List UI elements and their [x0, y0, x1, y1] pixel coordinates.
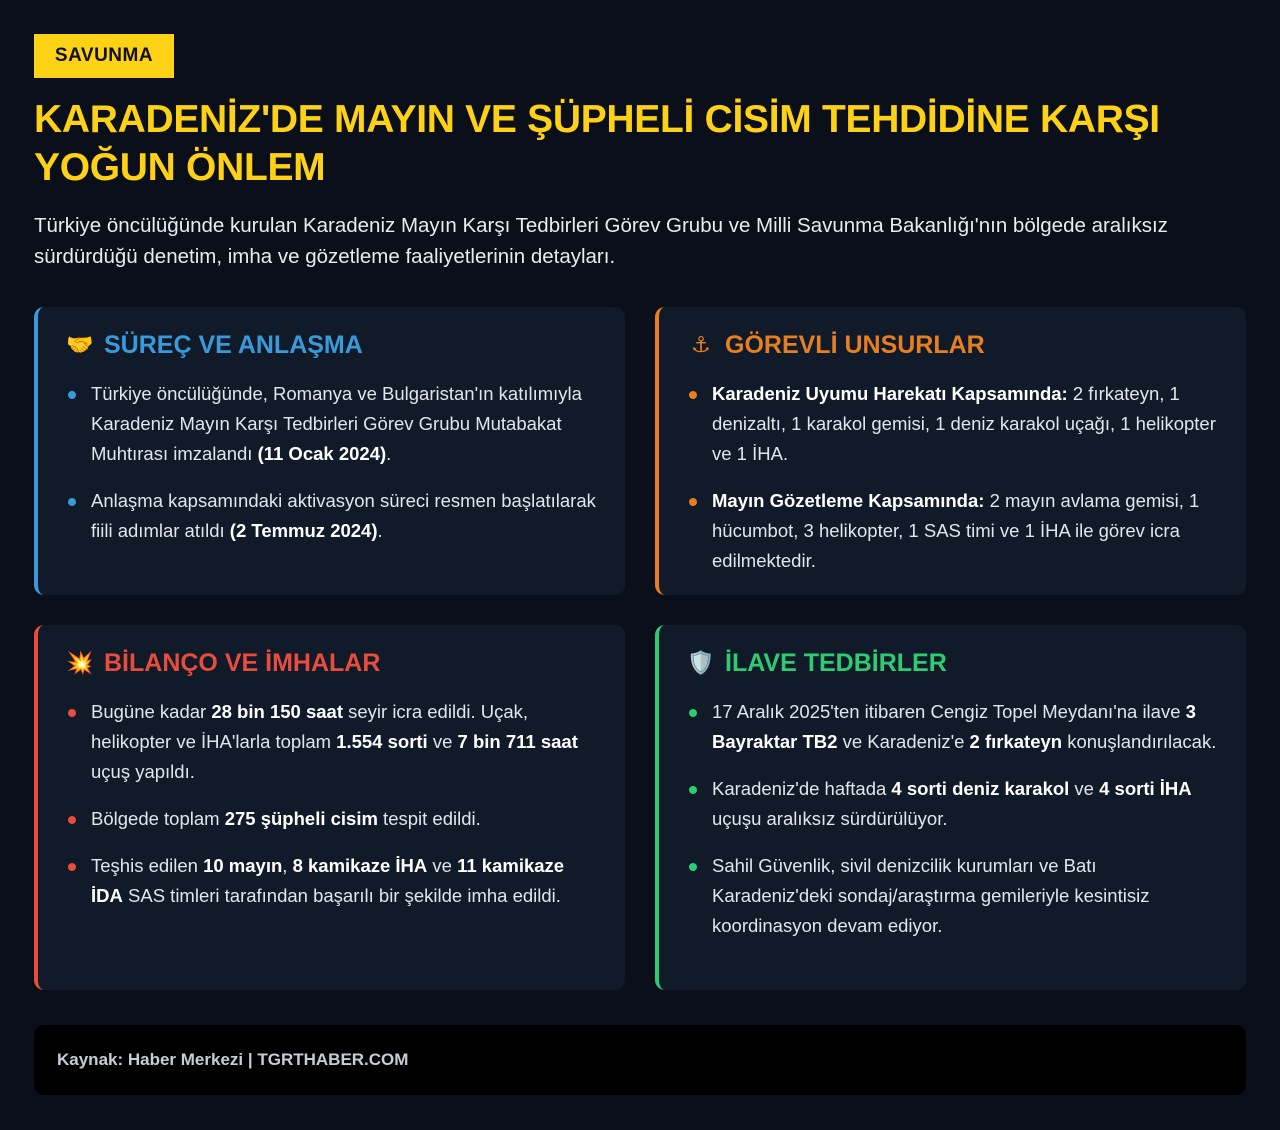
- card-title: BİLANÇO VE İMHALAR: [104, 648, 381, 677]
- list-item: [687, 774, 1218, 834]
- item-text: ve: [427, 731, 458, 752]
- source-footer: Kaynak: Haber Merkezi | TGRTHABER.COM: [34, 1025, 1246, 1095]
- item-text: Bölgede toplam: [91, 808, 225, 829]
- card-gorevli: [655, 307, 1246, 595]
- item-text: seyir icra edildi. Uçak, helikopter ve İHA'larla toplam: [91, 701, 529, 752]
- highlight-text: 4 sorti İHA: [1099, 778, 1192, 799]
- list-item: [687, 486, 1218, 576]
- item-text: Karadeniz'de haftada: [712, 778, 892, 799]
- item-text: tespit edildi.: [377, 808, 481, 829]
- anchor-icon: ⚓: [691, 332, 711, 357]
- item-text: Bugüne kadar: [91, 701, 212, 722]
- item-text: Sahil Güvenlik, sivil denizcilik kurumları ve Batı Karadeniz'deki sondaj/araştırma gemileriyle kesintisiz koordinasyon devam ediyor.: [712, 855, 1150, 936]
- item-text: konuşlandırılacak.: [1062, 731, 1217, 752]
- highlight-text: (2 Temmuz 2024): [229, 520, 378, 541]
- explosion-icon: 💥: [66, 650, 94, 675]
- highlight-text: 1.554 sorti: [336, 731, 428, 752]
- card-heading: [66, 329, 597, 361]
- highlight-text: 7 bin 711 saat: [457, 731, 578, 752]
- item-text: ve: [427, 855, 458, 876]
- card-heading: [687, 329, 1218, 361]
- item-text: 17 Aralık 2025'ten itibaren Cengiz Topel Meydanı'na ilave: [712, 701, 1186, 722]
- item-text: 2 fırkateyn, 1 denizaltı, 1 karakol gemisi, 1 deniz karakol uçağı, 1 helikopter ve 1 İHA.: [712, 383, 1216, 464]
- highlight-text: 11 kamikaze İDA: [91, 855, 565, 906]
- highlight-text: 2 fırkateyn: [969, 731, 1063, 752]
- page-title: KARADENİZ'DE MAYIN VE ŞÜPHELİ CİSİM TEHDİDİNE KARŞI YOĞUN ÖNLEM: [34, 98, 1160, 189]
- card-ilave: [655, 625, 1246, 990]
- list-item: [687, 379, 1218, 469]
- bullet-list: [687, 697, 1218, 941]
- card-heading: [66, 647, 597, 679]
- bullet-list: [66, 379, 597, 546]
- bullet-list: [66, 697, 597, 911]
- highlight-text: 8 kamikaze İHA: [292, 855, 428, 876]
- item-text: .: [377, 520, 383, 541]
- highlight-text: 28 bin 150 saat: [211, 701, 343, 722]
- list-item: [687, 697, 1218, 757]
- highlight-text: 3 Bayraktar TB2: [712, 701, 1196, 752]
- item-text: Anlaşma kapsamındaki aktivasyon süreci resmen başlatılarak fiili adımlar atıldı: [91, 490, 596, 541]
- highlight-text: 10 mayın: [203, 855, 283, 876]
- card-surec: [34, 307, 625, 595]
- bullet-list: [687, 379, 1218, 576]
- handshake-icon: 🤝: [66, 332, 94, 357]
- highlight-text: 275 şüpheli cisim: [224, 808, 378, 829]
- highlight-text: (11 Ocak 2024): [257, 443, 387, 464]
- item-text: ve Karadeniz'e: [837, 731, 970, 752]
- highlight-text: Mayın Gözetleme Kapsamında:: [712, 490, 985, 511]
- list-item: [66, 379, 597, 469]
- shield-icon: 🛡️: [687, 650, 715, 675]
- card-title: SÜREÇ VE ANLAŞMA: [104, 330, 363, 359]
- category-tag: SAVUNMA: [34, 34, 174, 78]
- item-text: uçuşu aralıksız sürdürülüyor.: [712, 808, 948, 829]
- page-description: Türkiye öncülüğünde kurulan Karadeniz Mayın Karşı Tedbirleri Görev Grubu ve Milli Savunma Bakanlığı'nın bölgede aralıksız sürdürdüğü denetim, imha ve gözetleme faaliyetlerinin detayları.: [34, 214, 1168, 268]
- card-heading: [687, 647, 1218, 679]
- list-item: [66, 697, 597, 787]
- list-item: [687, 851, 1218, 941]
- item-text: ve: [1069, 778, 1100, 799]
- card-title: İLAVE TEDBİRLER: [725, 648, 947, 677]
- list-item: [66, 851, 597, 911]
- card-bilanco: [34, 625, 625, 990]
- list-item: [66, 804, 597, 834]
- item-text: uçuş yapıldı.: [91, 761, 195, 782]
- item-text: SAS timleri tarafından başarılı bir şekilde imha edildi.: [122, 885, 561, 906]
- item-text: .: [386, 443, 392, 464]
- highlight-text: 4 sorti deniz karakol: [891, 778, 1070, 799]
- item-text: 2 mayın avlama gemisi, 1 hücumbot, 3 helikopter, 1 SAS timi ve 1 İHA ile görev icra edilmektedir.: [712, 490, 1200, 571]
- item-text: ,: [282, 855, 293, 876]
- item-text: Teşhis edilen: [91, 855, 204, 876]
- item-text: Türkiye öncülüğünde, Romanya ve Bulgaristan'ın katılımıyla Karadeniz Mayın Karşı Tedbirleri Görev Grubu Mutabakat Muhtırası imzalandı: [91, 383, 582, 464]
- list-item: [66, 486, 597, 546]
- highlight-text: Karadeniz Uyumu Harekatı Kapsamında:: [712, 383, 1068, 404]
- card-title: GÖREVLİ UNSURLAR: [725, 330, 985, 359]
